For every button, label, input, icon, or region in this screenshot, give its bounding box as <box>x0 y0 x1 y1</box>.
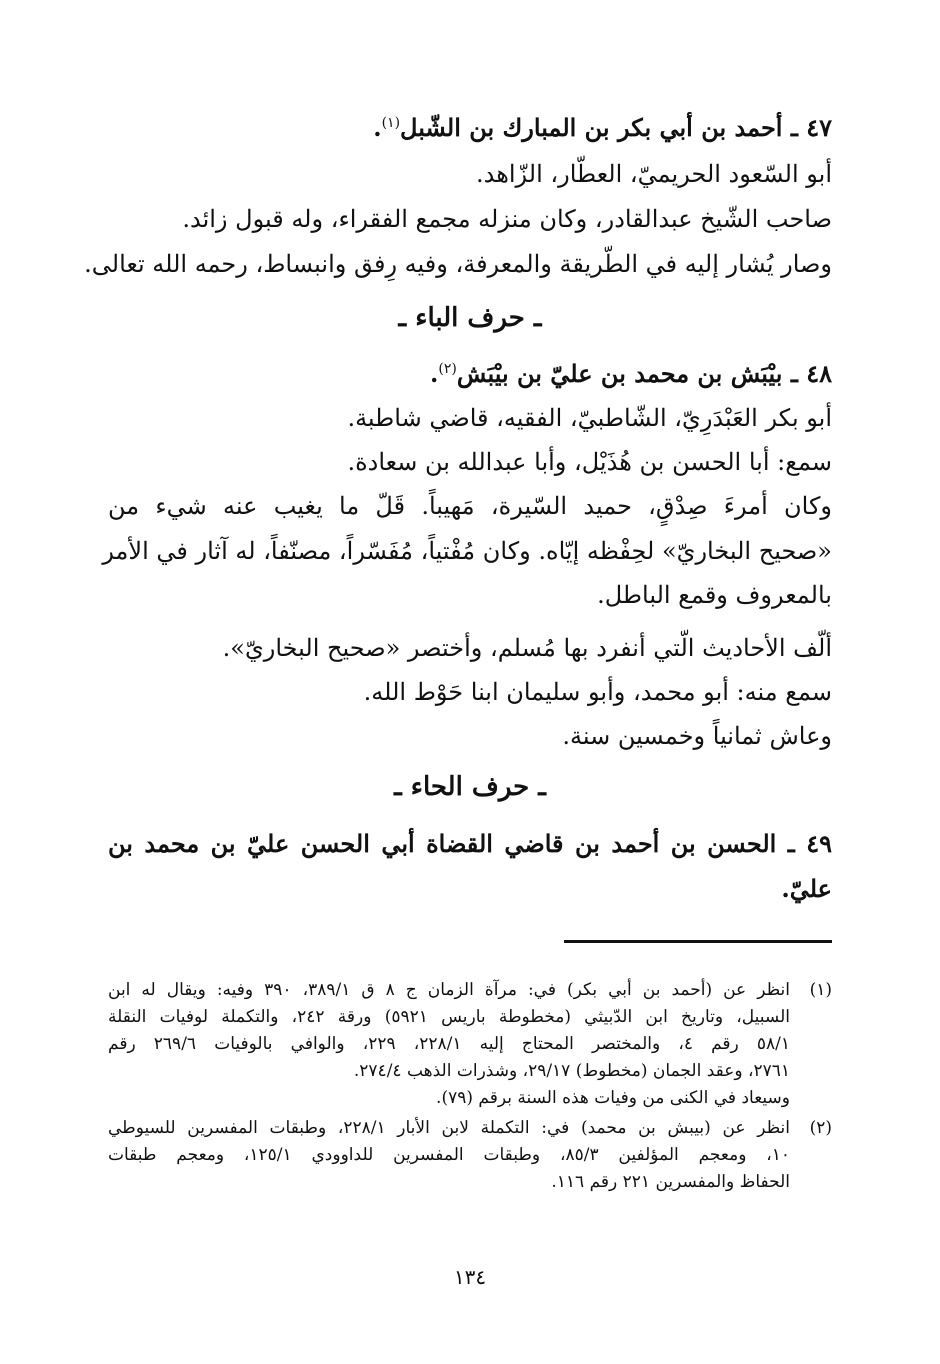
footnote-1-number: (١) <box>809 980 832 1000</box>
footnote-1-line-5: وسيعاد في الكنى من وفيات هذه السنة برقم (٧٩). <box>436 1088 790 1108</box>
section-heading-baa: ـ حرف الباء ـ <box>398 303 542 333</box>
entry-48-heading: ٤٨ ـ بيْبَش بن محمد بن عليّ بن بيْبَش$^{(٢)}$. <box>430 359 832 388</box>
entry-48-line-4: «صحيح البخاريّ» لحِفْظه إيّاه. وكان مُفْتياً، مُفَسّراً، مصنّفاً، له آثار في الأمر <box>102 537 832 565</box>
entry-48-line-2: سمع: أبا الحسن بن هُذَيْل، وأبا عبدالله بن سعادة. <box>347 448 832 476</box>
footnote-separator <box>564 940 832 943</box>
footnote-2-number: (٢) <box>809 1118 832 1138</box>
footnote-2-line-1: انظر عن (بيبش بن محمد) في: التكملة لابن الأبار ٢٢٨/١، وطبقات المفسرين للسيوطي <box>108 1118 791 1138</box>
entry-47-line-2: صاحب الشّيخ عبدالقادر، وكان منزله مجمع الفقراء، وله قبول زائد. <box>182 205 832 233</box>
entry-48-line-6: ألّف الأحاديث الّتي أنفرد بها مُسلم، وأختصر «صحيح البخاريّ». <box>222 634 832 662</box>
footnote-2-line-2: ١٠، ومعجم المؤلفين ٨٥/٣، وطبقات المفسرين للداوودي ١٢٥/١، ومعجم طبقات <box>108 1145 790 1165</box>
footnote-1-line-3: ٥٨/١ رقم ٤، والمختصر المحتاج إليه ٢٢٨/١، ٢٢٩، والوافي بالوفيات ٢٦٩/٦ رقم <box>108 1034 790 1054</box>
entry-49-heading-cont: عليّ. <box>781 874 832 903</box>
entry-48-title: ٤٨ ـ بيْبَش بن محمد بن عليّ بن بيْبَش <box>456 359 832 388</box>
entry-48-line-5: بالمعروف وقمع الباطل. <box>597 581 832 609</box>
entry-48-line-7: سمع منه: أبو محمد، وأبو سليمان ابنا حَوْط الله. <box>363 678 832 706</box>
page-number: ١٣٤ <box>453 1265 487 1289</box>
entry-48-line-3: وكان أمرءَ صِدْقٍ، حميد السّيرة، مَهيباً. قَلّ ما يغيب عنه شيء من <box>108 492 832 520</box>
footnote-1-line-4: ٢٧٦١، وعقد الجمان (مخطوط) ٢٩/١٧، وشذرات الذهب ٢٧٤/٤. <box>353 1061 790 1081</box>
entry-48-line-1: أبو بكر العَبْدَرِيّ، الشّاطبيّ، الفقيه، قاضي شاطبة. <box>347 404 832 432</box>
footnote-ref-2[interactable]: (٢) <box>438 361 457 377</box>
footnote-2-line-3: الحفاظ والمفسرين ٢٢١ رقم ١١٦. <box>551 1172 790 1192</box>
entry-47-line-3: وصار يُشار إليه في الطّريقة والمعرفة، وفيه رِفق وانبساط، رحمه الله تعالى. <box>84 250 832 278</box>
entry-47-heading: ٤٧ ـ أحمد بن أبي بكر بن المبارك بن الشّبل$^{(١)}$. <box>373 113 832 142</box>
footnote-ref-1[interactable]: (١) <box>381 115 401 131</box>
entry-49-heading: ٤٩ ـ الحسن بن أحمد بن قاضي القضاة أبي الحسن عليّ بن محمد بن <box>108 829 832 858</box>
section-heading-haa: ـ حرف الحاء ـ <box>394 772 546 802</box>
entry-47-title: ٤٧ ـ أحمد بن أبي بكر بن المبارك بن الشّبل <box>400 113 832 142</box>
entry-48-line-8: وعاش ثمانياً وخمسين سنة. <box>562 722 832 750</box>
footnote-1-line-2: السبيل، وتاريخ ابن الدّبيثي (مخطوطة باريس ٥٩٢١) ورقة ٢٤٢، والتكملة لوفيات النقلة <box>108 1007 790 1027</box>
footnote-1-line-1: انظر عن (أحمد بن أبي بكر) في: مرآة الزمان ج ٨ ق ٣٨٩/١، ٣٩٠ وفيه: ويقال له ابن <box>108 980 790 1000</box>
entry-47-line-1: أبو السّعود الحريميّ، العطّار، الزّاهد. <box>475 160 832 188</box>
